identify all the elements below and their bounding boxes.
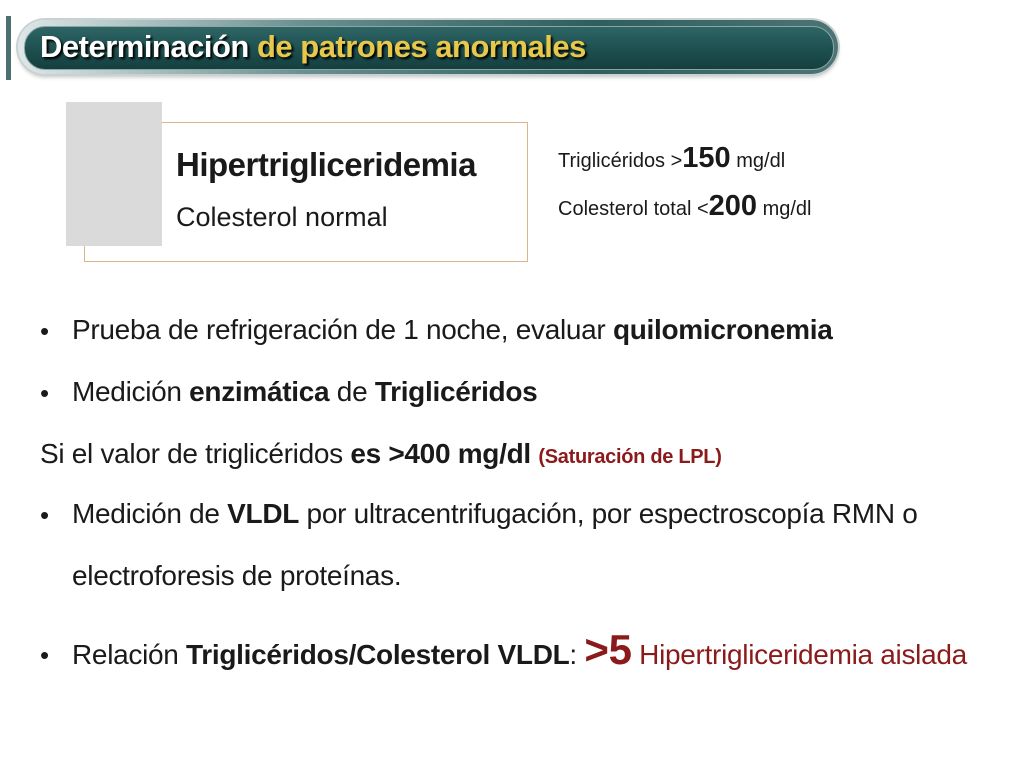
criterion-label: Colesterol total <: [558, 198, 709, 220]
list-item-text: de: [329, 376, 375, 407]
definition-box-accent: [66, 102, 162, 246]
list-item-text: :: [569, 639, 585, 670]
note-annotation: (Saturación de LPL): [538, 446, 722, 468]
list-item-bold: Triglicéridos/Colesterol VLDL: [186, 639, 570, 670]
bullet-marker: •: [40, 378, 50, 408]
bullet-marker: •: [40, 640, 50, 670]
criterion-unit: mg/dl: [757, 198, 812, 220]
list-item-bold: VLDL: [227, 498, 300, 529]
list-item-text: Medición: [72, 376, 190, 407]
bullet-marker: •: [40, 500, 50, 530]
page-title: [40, 29, 586, 65]
list-item: [72, 314, 832, 346]
list-item-bold: quilomicronemia: [612, 314, 833, 345]
list-item: [72, 498, 918, 530]
list-item-bold: enzimática: [189, 376, 330, 407]
list-item-text: por ultracentrifugación, por espectroscopía RMN o: [299, 498, 918, 529]
criterion-value: 200: [708, 190, 758, 222]
criterion-unit: mg/dl: [730, 150, 786, 172]
title-part-1: Determinación: [40, 29, 249, 64]
criterion-label: Triglicéridos >: [558, 150, 683, 172]
ratio-value: >5: [584, 626, 632, 673]
list-item: [72, 626, 967, 674]
criterion-value: 150: [682, 142, 731, 174]
definition-heading: Hipertrigliceridemia: [176, 146, 476, 183]
list-item-text: Relación: [72, 639, 187, 670]
note-line: [40, 438, 722, 470]
list-item-bold: Triglicéridos: [374, 376, 538, 407]
definition-subheading: Colesterol normal: [176, 202, 388, 232]
list-item-continuation: electroforesis de proteínas.: [72, 560, 402, 591]
title-accent-bar: [6, 16, 11, 80]
list-item-text: Prueba de refrigeración de 1 noche, evaluar: [72, 314, 613, 345]
title-part-2: de patrones anormales: [256, 29, 586, 64]
criterion-cholesterol: [558, 190, 812, 223]
note-bold: es >400 mg/dl: [350, 438, 531, 469]
note-text: Si el valor de triglicéridos: [40, 438, 351, 469]
criterion-triglycerides: [558, 142, 785, 175]
list-item: [72, 376, 537, 408]
list-item-text: Medición de: [72, 498, 228, 529]
ratio-meaning: Hipertrigliceridemia aislada: [631, 639, 967, 670]
bullet-marker: •: [40, 316, 50, 346]
